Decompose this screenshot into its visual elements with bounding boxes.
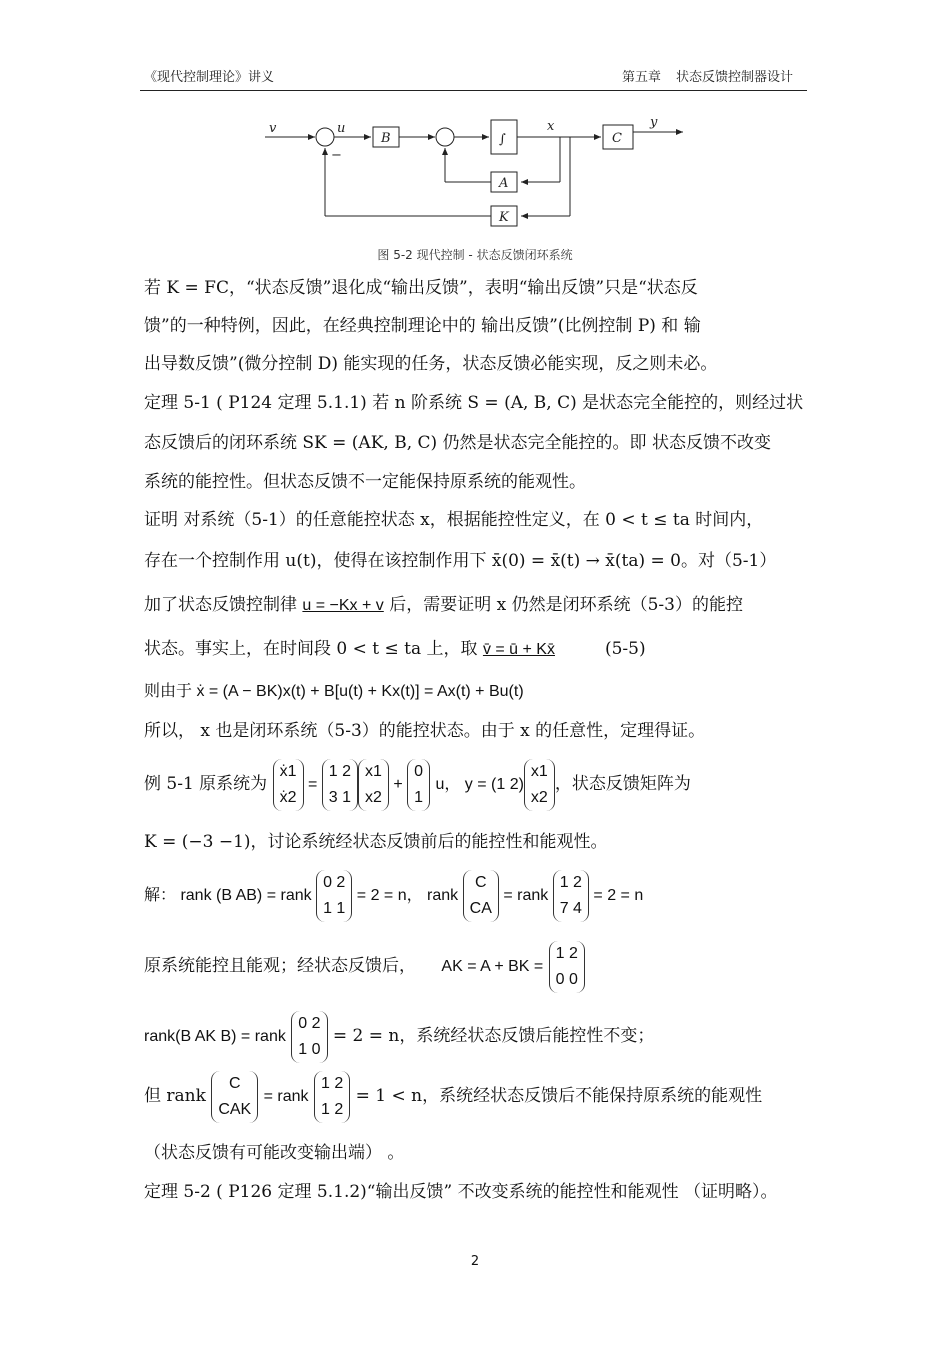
cell: 1 2 [320,1074,344,1092]
matrix-obsv [553,870,589,922]
cell: 1 [414,788,424,806]
example-tail: ，状态反馈矩阵为 [554,774,691,794]
cell: 0 2 [323,874,346,891]
proof-line-3-a: 加了状态反馈控制律 [144,595,303,615]
label-x: x [547,119,555,134]
cell: 7 4 [559,900,582,917]
cell: ẋ2 [279,788,297,806]
feedback-law: u = −Kx + v [302,597,384,614]
proof-line-3-b: 后，需要证明 x 仍然是闭环系统（5-3）的能控 [383,595,743,615]
proof-line-5: 则由于 ẋ = (A − BK)x(t) + B[u(t) + Kx(t)] = Ax(t) + Bu(t) [144,683,524,700]
label-K: K [499,210,509,225]
note-line: （状态反馈有可能改变输出端） 。 [144,1143,405,1163]
sol-b: = 2 = n， rank [356,887,459,905]
sol-a: 解： rank (B AB) = rank [144,887,312,905]
sol-d: = 2 = n [593,887,644,905]
proof-line-4-a: 状态。事实上，在时间段 0 < t ≤ ta 上，取 [144,639,483,659]
para-line-1: 若 K = FC，“状态反馈”退化成“输出反馈”，表明“输出反馈”只是“状态反 [144,278,698,298]
cell: 1 2 [328,762,351,780]
label-u: u [337,121,346,136]
para-line-2: 馈”的一种特例，因此，在经典控制理论中的 输出反馈”(比例控制 P) 和 输 [144,316,701,336]
cell: CAK [218,1100,252,1118]
sol-line-4-a: 但 rank [144,1086,206,1106]
example-5-1: 例 5-1 原系统为 ẋ1 ẋ2 = 1 2 3 1 x1 x2 + 0 1 u， y = (1 2) x1 x2 ，状态反馈矩阵为 [144,758,691,811]
cell: 0 [414,762,424,780]
cell: 1 2 [559,874,582,891]
solution-line-4 [144,1070,762,1123]
proof-line-6: 所以， x 也是闭环系统（5-3）的能控状态。由于 x 的任意性，定理得证。 [144,721,706,741]
matrix-C-CA [463,870,499,922]
matrix-obsv-K [314,1071,350,1123]
cell: CA [469,900,492,917]
output-eq: u， y = (1 2) [435,776,524,793]
theorem-5-1-line-1: 定理 5-1 ( P124 定理 5.1.1) 若 n 阶系统 S = (A, B, C) 是状态完全能控的，则经过状 [144,393,804,413]
cell: 1 1 [323,900,346,917]
cell: 1 2 [320,1100,344,1118]
sol-line-3-a: rank(B AK B) = rank [144,1028,286,1045]
label-y: y [650,115,658,130]
cell: x2 [364,788,382,806]
label-C: C [612,131,622,146]
matrix-x-out [524,759,555,811]
proof-line-2: 存在一个控制作用 u(t)，使得在该控制作用下 x̄(0) = x̄(t) → x̄(ta) = 0。对（5-1） [144,551,777,571]
matrix-AK [549,941,585,993]
sol-line-4-c: = 1 < n，系统经状态反馈后不能保持原系统的能观性 [355,1086,763,1106]
header-chapter: 第五章 [622,70,662,85]
proof-line-1: 证明 对系统（5-1）的任意能控状态 x，根据能控性定义，在 0 < t ≤ ta 时间内， [144,510,764,530]
cell: C [474,874,487,891]
AK-eq: AK = A + BK = [441,958,544,975]
example-line-2: K = (−3 −1)，讨论系统经状态反馈前后的能控性和能观性。 [144,832,608,852]
label-A: A [499,176,509,191]
label-int: ∫ [499,132,506,147]
figure-caption: 图 5-2 现代控制 - 状态反馈闭环系统 [377,248,573,262]
equation-number: (5-5) [604,639,646,659]
sum-junction-1 [316,128,334,146]
matrix-ctrb-K [291,1011,327,1063]
cell: 1 2 [555,944,578,962]
header-title: 状态反馈控制器设计 [676,70,794,85]
sol-line-4-b: = rank [263,1088,309,1105]
header-rule [140,90,807,91]
cell: x1 [530,762,548,780]
matrix-ctrb [316,870,352,922]
solution-line-1 [144,870,643,922]
cell: 0 0 [555,970,578,988]
para-line-3: 出导数反馈”(微分控制 D) 能实现的任务，状态反馈必能实现，反之则未必。 [144,354,718,374]
proof-line-3 [144,593,743,618]
sol-c: = rank [503,887,549,905]
theorem-5-1-line-3: 系统的能控性。但状态反馈不一定能保持原系统的能观性。 [144,472,586,492]
header-left: 《现代控制理论》讲义 [144,70,275,85]
label-B: B [381,131,391,146]
theorem-5-1-line-2: 态反馈后的闭环系统 SK = (AK, B, C) 仍然是状态完全能控的。即 状态反馈不改变 [144,433,771,453]
matrix-xdot [273,759,304,811]
theorem-5-2: 定理 5-2 ( P126 定理 5.1.2)“输出反馈” 不改变系统的能控性和能观性 （证明略）。 [144,1182,778,1202]
proof-line-4 [144,637,646,662]
sol-line-3-b: = 2 = n，系统经状态反馈后能控性不变； [332,1026,655,1046]
sum-junction-2 [436,128,454,146]
matrix-C-CAK [211,1071,258,1123]
matrix-x [358,759,389,811]
label-v: v [269,121,277,136]
matrix-b [407,759,430,811]
cell: x1 [364,762,382,780]
page-number: 2 [470,1254,480,1269]
sol-line-2-a: 原系统能控且能观；经状态反馈后， [144,956,416,976]
matrix-A [322,759,358,811]
example-label: 例 5-1 原系统为 [144,774,268,794]
cell: C [229,1074,241,1092]
cell: 3 1 [328,788,351,806]
equation-5-5: v̄ = ū + Kx̄ [482,641,555,658]
cell: 0 2 [298,1014,321,1032]
label-minus: − [331,148,342,163]
solution-line-3 [144,1010,654,1063]
solution-line-2 [144,940,585,993]
cell: ẋ1 [279,762,297,780]
block-diagram [265,112,695,234]
cell: 1 0 [298,1040,321,1058]
cell: x2 [530,788,548,806]
